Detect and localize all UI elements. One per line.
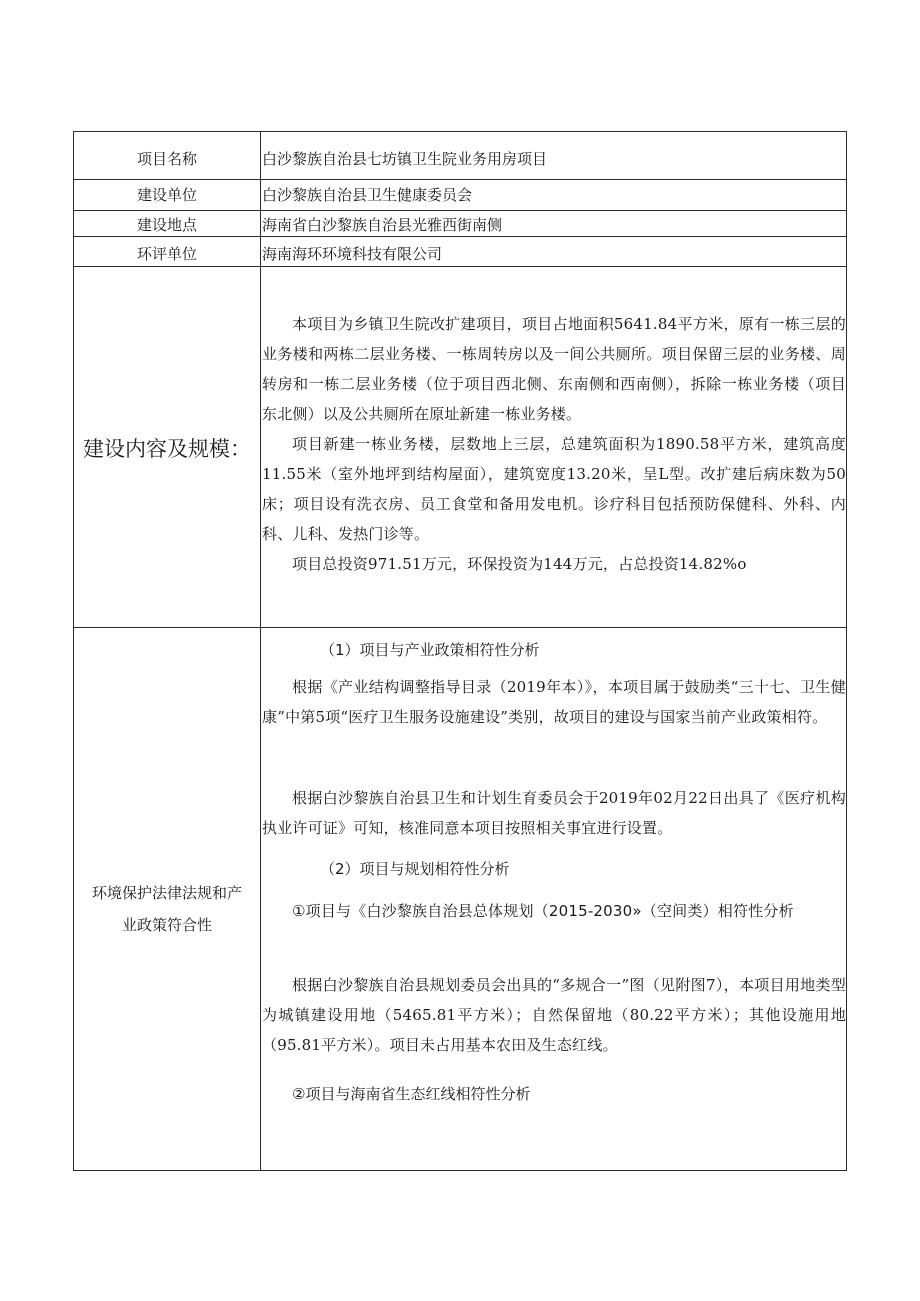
- row-divider: [74, 179, 846, 180]
- project-info-table: [73, 131, 847, 1171]
- label-policy-line: 环境保护法律法规和产: [91, 884, 242, 902]
- value-project-name: 白沙黎族自治县七坊镇卫生院业务用房项目: [262, 150, 548, 168]
- label-construction-unit: 建设单位: [136, 186, 197, 204]
- county-plan-text: [262, 970, 846, 1060]
- row-divider: [74, 210, 846, 211]
- subheading-county-plan: ①项目与《白沙黎族自治县总体规划（2015-2030»（空间类）相符性分析: [292, 902, 794, 920]
- policy-paragraph: 根据白沙黎族自治县卫生和计划生育委员会于2019年02月22日出具了《医疗机构执业许可证》可知，核准同意本项目按照相关事宜进行设置。: [262, 789, 846, 837]
- section-heading-industrial-policy: （1）项目与产业政策相符性分析: [320, 641, 540, 659]
- content-description: [262, 309, 846, 579]
- label-eia-unit: 环评单位: [136, 245, 197, 263]
- row-divider: [74, 627, 846, 628]
- label-policy-line: 业政策符合性: [121, 916, 212, 934]
- label-project-name: 项目名称: [136, 150, 197, 168]
- column-divider: [260, 132, 261, 1170]
- industrial-policy-text: [262, 672, 846, 732]
- label-content-scale: 建设内容及规模：: [83, 437, 251, 461]
- row-divider: [74, 236, 846, 237]
- row-divider: [74, 266, 846, 267]
- label-construction-site: 建设地点: [136, 216, 197, 234]
- value-construction-unit: 白沙黎族自治县卫生健康委员会: [262, 186, 473, 204]
- value-eia-unit: 海南海环环境科技有限公司: [262, 245, 443, 263]
- policy-paragraph: 根据白沙黎族自治县规划委员会出具的“多规合一”图（见附图7），本项目用地类型为城镇建设用地（5465.81平方米）；自然保留地（80.22平方米）；其他设施用地（95.81平方米）。项目未占用基本农田及生态红线。: [262, 976, 846, 1054]
- label-policy-compliance: [74, 877, 260, 941]
- content-paragraph: 本项目为乡镇卫生院改扩建项目，项目占地面积5641.84平方米，原有一栋三层的业务楼和两栋二层业务楼、一栋周转房以及一间公共厕所。项目保留三层的业务楼、周转房和一栋二层业务楼（位于项目西北侧、东南侧和西南侧），拆除一栋业务楼（项目东北侧）以及公共厕所在原址新建一栋业务楼。: [262, 315, 846, 423]
- section-heading-planning: （2）项目与规划相符性分析: [320, 860, 510, 878]
- policy-paragraph: 根据《产业结构调整指导目录（2019年本）》，本项目属于鼓励类“三十七、卫生健康”中第5项“医疗卫生服务设施建设”类别，故项目的建设与国家当前产业政策相符。: [262, 678, 846, 726]
- content-paragraph: 项目总投资971.51万元，环保投资为144万元，占总投资14.82%o: [292, 555, 747, 573]
- license-text: [262, 783, 846, 843]
- content-paragraph: 项目新建一栋业务楼，层数地上三层，总建筑面积为1890.58平方米，建筑高度11.55米（室外地坪到结构屋面），建筑宽度13.20米，呈L型。改扩建后病床数为50床；项目设有洗衣房、员工食堂和备用发电机。诊疗科目包括预防保健科、外科、内科、儿科、发热门诊等。: [262, 435, 846, 543]
- subheading-ecological-redline: ②项目与海南省生态红线相符性分析: [292, 1085, 531, 1103]
- value-construction-site: 海南省白沙黎族自治县光雅西街南侧: [262, 216, 503, 234]
